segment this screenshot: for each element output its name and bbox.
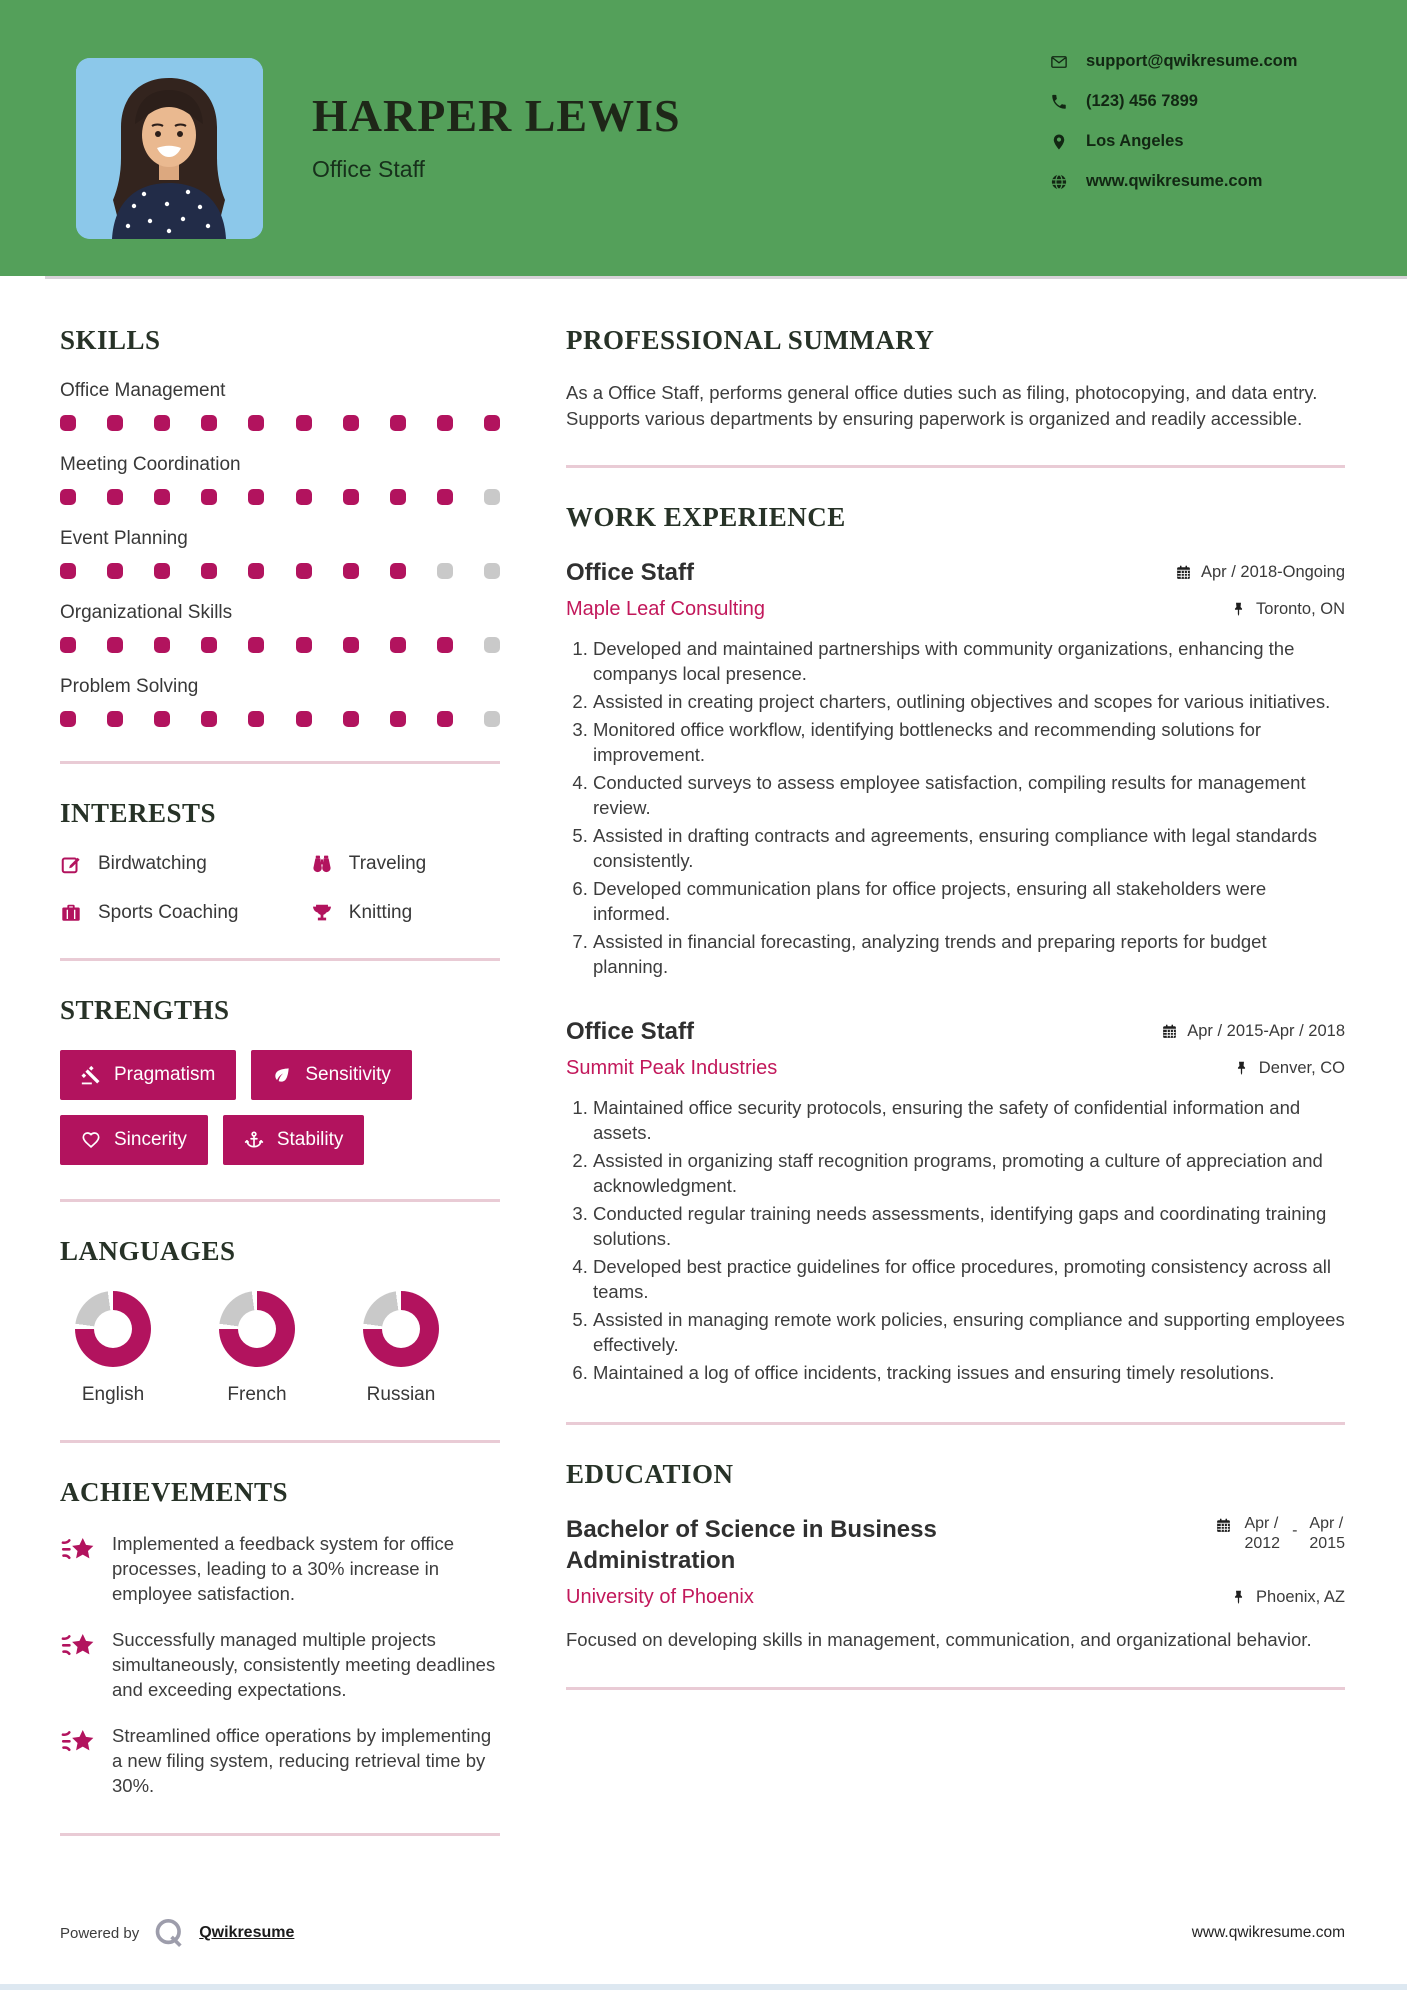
strength-label: Sincerity: [114, 1129, 187, 1150]
section-divider: [60, 1199, 500, 1202]
skill-dot-filled: [107, 415, 123, 431]
calendar-icon: [1161, 1023, 1178, 1040]
skill-dot-empty: [484, 563, 500, 579]
job-company: Summit Peak Industries: [566, 1057, 778, 1079]
skill-dot-filled: [107, 637, 123, 653]
skill-dot-filled: [248, 489, 264, 505]
interest-label: Knitting: [348, 902, 413, 923]
skill-dot-filled: [201, 489, 217, 505]
achievement-text: Successfully managed multiple projects simultaneously, consistently meeting deadlines and exceeding expectations.: [112, 1628, 496, 1700]
contact-website-text: www.qwikresume.com: [1086, 172, 1263, 190]
job-title: Office Staff: [566, 1017, 695, 1045]
skill-level-dots: [60, 711, 500, 727]
skill-dot-filled: [60, 637, 76, 653]
job-bullet: 7. Assisted in financial forecasting, analyzing trends and preparing reports for budget planning.: [593, 930, 1345, 980]
strengths-heading: STRENGTHS: [60, 995, 230, 1025]
skill-dot-filled: [60, 415, 76, 431]
skill-dot-filled: [201, 637, 217, 653]
job-location: [1230, 600, 1345, 619]
section-divider: [60, 761, 500, 764]
skill-dot-empty: [484, 711, 500, 727]
job-date-text: Apr / 2018-Ongoing: [1200, 563, 1345, 582]
interest-label: Birdwatching: [98, 853, 207, 874]
skill-dot-filled: [437, 637, 453, 653]
skill-dot-filled: [343, 415, 359, 431]
skill-dot-filled: [343, 563, 359, 579]
skill-dot-empty: [484, 637, 500, 653]
contact-location: [1050, 132, 1297, 151]
qwikresume-logo-icon: [152, 1916, 186, 1950]
skill-level-dots: [60, 563, 500, 579]
skill-dot-filled: [154, 637, 170, 653]
calendar-icon: [1215, 1517, 1232, 1534]
education-dates: [1215, 1514, 1345, 1554]
strength-label: Pragmatism: [114, 1064, 216, 1085]
section-work-experience: [566, 502, 1345, 1386]
contact-phone-text: (123) 456 7899: [1086, 92, 1198, 110]
language-item: [348, 1291, 454, 1406]
job-entry: [566, 1016, 1345, 1386]
section-interests: [60, 798, 500, 924]
interest-item: [311, 853, 500, 875]
education-school: University of Phoenix: [566, 1586, 754, 1609]
education-heading: EDUCATION: [566, 1458, 734, 1489]
section-divider: [566, 1422, 1345, 1425]
interest-item: [60, 853, 311, 875]
education-degree: Bachelor of Science in Business Administration: [566, 1515, 937, 1574]
skill-dot-empty: [484, 489, 500, 505]
skill-dot-filled: [296, 637, 312, 653]
skill-dot-filled: [201, 711, 217, 727]
contact-list: [1050, 52, 1297, 191]
interest-label: Traveling: [348, 853, 427, 874]
skill-dot-filled: [343, 489, 359, 505]
summary-heading: PROFESSIONAL SUMMARY: [566, 325, 935, 355]
envelope-icon: [1050, 53, 1068, 71]
skill-label: Event Planning: [60, 528, 188, 549]
contact-location-text: Los Angeles: [1086, 132, 1184, 150]
job-title: Office Staff: [566, 559, 695, 587]
skill-dot-filled: [248, 637, 264, 653]
trophy-icon: [311, 902, 333, 924]
job-location-text: Denver, CO: [1258, 1059, 1345, 1077]
job-bullet: 6. Maintained a log of office incidents, tracking issues and ensuring timely resolutions.: [593, 1361, 1345, 1386]
section-divider: [60, 1440, 500, 1443]
shooting-star-icon: [60, 1725, 97, 1759]
skill-dot-filled: [60, 489, 76, 505]
job-location-text: Toronto, ON: [1256, 600, 1345, 619]
thumbtack-icon: [1230, 1589, 1247, 1606]
heart-icon: [81, 1130, 101, 1150]
skill-row: [60, 380, 500, 431]
skill-dot-filled: [390, 711, 406, 727]
shooting-star-icon: [60, 1629, 97, 1663]
work-heading: WORK EXPERIENCE: [566, 502, 846, 533]
job-entry: [566, 557, 1345, 980]
interests-grid: [60, 853, 500, 924]
leaf-icon: [272, 1065, 292, 1085]
footer: [0, 1890, 1407, 1984]
powered-by: [60, 1916, 294, 1950]
skill-dot-filled: [154, 489, 170, 505]
interest-item: [60, 902, 311, 924]
job-bullet: 3. Monitored office workflow, identifying bottlenecks and recommending solutions for improvement.: [593, 718, 1345, 768]
strengths-list: [60, 1050, 500, 1165]
interests-heading: INTERESTS: [60, 798, 217, 828]
strength-label: Stability: [276, 1129, 344, 1150]
strength-badge: [60, 1050, 236, 1100]
skill-dot-filled: [390, 415, 406, 431]
job-bullet: 5. Assisted in managing remote work policies, ensuring compliance and supporting employees effectively.: [593, 1308, 1345, 1358]
education-date-end: Apr / 2015: [1309, 1514, 1345, 1552]
job-bullet: 1. Developed and maintained partnerships with community organizations, enhancing the companys local presence.: [593, 637, 1345, 687]
language-donut-chart: [75, 1291, 151, 1367]
section-skills: [60, 325, 500, 727]
skill-level-dots: [60, 637, 500, 653]
education-date-start: Apr / 2012: [1244, 1514, 1281, 1552]
job-date: [1175, 563, 1345, 582]
main-column: [566, 325, 1345, 1724]
person-portrait-illustration: [76, 58, 263, 239]
page-bottom-strip: [0, 1984, 1407, 1990]
skill-level-dots: [60, 415, 500, 431]
skill-dot-filled: [484, 415, 500, 431]
shooting-star-icon: [60, 1533, 97, 1567]
skill-dot-filled: [437, 415, 453, 431]
job-bullet: 3. Conducted regular training needs assessments, identifying gaps and coordinating training solutions.: [593, 1202, 1345, 1252]
job-bullet: 6. Developed communication plans for office projects, ensuring all stakeholders were informed.: [593, 877, 1345, 927]
interest-label: Sports Coaching: [98, 902, 239, 923]
calendar-icon: [1175, 564, 1192, 581]
language-label: Russian: [366, 1384, 436, 1405]
strength-badge: [251, 1050, 412, 1100]
interest-item: [311, 902, 500, 924]
achievements-heading: ACHIEVEMENTS: [60, 1477, 289, 1507]
achievement-item: [60, 1628, 500, 1703]
languages-list: [60, 1291, 500, 1406]
job-location: [1233, 1059, 1345, 1078]
gavel-icon: [81, 1065, 101, 1085]
language-label: English: [81, 1384, 145, 1405]
strength-label: Sensitivity: [305, 1064, 391, 1085]
skill-row: [60, 528, 500, 579]
thumbtack-icon: [1233, 1060, 1250, 1077]
map-marker-icon: [1050, 133, 1068, 151]
candidate-job-title: Office Staff: [312, 156, 425, 183]
profile-photo: [76, 58, 263, 239]
job-bullet: 4. Conducted surveys to assess employee satisfaction, compiling results for management review.: [593, 771, 1345, 821]
skill-dot-filled: [343, 637, 359, 653]
skill-label: Organizational Skills: [60, 602, 233, 623]
skill-dot-filled: [248, 711, 264, 727]
skill-label: Meeting Coordination: [60, 454, 241, 475]
job-bullet: 4. Developed best practice guidelines for office procedures, promoting consistency across all teams.: [593, 1255, 1345, 1305]
phone-icon: [1050, 93, 1068, 111]
identity-block: [312, 92, 681, 183]
education-date-separator: -: [1292, 1521, 1298, 1539]
job-bullet: 5. Assisted in drafting contracts and agreements, ensuring compliance with legal standards consistently.: [593, 824, 1345, 874]
skill-dot-filled: [107, 489, 123, 505]
skill-dot-filled: [107, 711, 123, 727]
education-location: [1230, 1588, 1345, 1607]
section-divider: [566, 1687, 1345, 1690]
language-label: French: [227, 1384, 287, 1405]
skill-row: [60, 454, 500, 505]
contact-email[interactable]: [1050, 52, 1297, 71]
contact-phone: [1050, 92, 1297, 111]
education-location-text: Phoenix, AZ: [1256, 1588, 1345, 1607]
anchor-icon: [244, 1130, 264, 1150]
globe-icon: [1050, 173, 1068, 191]
skill-dot-filled: [437, 489, 453, 505]
skill-dot-filled: [154, 711, 170, 727]
sidebar: [60, 325, 500, 1870]
skill-dot-filled: [437, 711, 453, 727]
skill-row: [60, 676, 500, 727]
skill-dot-filled: [296, 711, 312, 727]
achievement-item: [60, 1724, 500, 1799]
summary-text: As a Office Staff, performs general office duties such as filing, photocopying, and data entry. Supports various departments by ensuring paperwork is organized and readily accessible.: [566, 382, 1318, 429]
language-item: [204, 1291, 310, 1406]
section-summary: [566, 325, 1345, 431]
languages-heading: LANGUAGES: [60, 1236, 236, 1266]
skill-dot-filled: [107, 563, 123, 579]
section-divider: [566, 465, 1345, 468]
section-strengths: [60, 995, 500, 1165]
section-divider: [60, 1833, 500, 1836]
job-date: [1161, 1022, 1345, 1041]
skill-dot-filled: [248, 563, 264, 579]
skill-dot-filled: [154, 563, 170, 579]
skill-dot-filled: [248, 415, 264, 431]
content: [0, 279, 1407, 1890]
candidate-name: HARPER LEWIS: [312, 90, 681, 141]
skill-dot-filled: [60, 563, 76, 579]
skill-dot-filled: [390, 489, 406, 505]
section-education: [566, 1459, 1345, 1653]
skill-dot-filled: [296, 563, 312, 579]
qwikresume-link[interactable]: Qwikresume: [199, 1924, 295, 1941]
skill-dot-filled: [296, 489, 312, 505]
skills-heading: SKILLS: [60, 325, 161, 355]
skill-level-dots: [60, 489, 500, 505]
language-donut-chart: [219, 1291, 295, 1367]
language-donut-chart: [363, 1291, 439, 1367]
job-date-text: Apr / 2015-Apr / 2018: [1187, 1021, 1345, 1040]
job-bullet: 2. Assisted in creating project charters, outlining objectives and scopes for various initiatives.: [593, 690, 1345, 715]
job-bullets: [566, 637, 1345, 980]
thumbtack-icon: [1230, 601, 1247, 618]
education-description: Focused on developing skills in management, communication, and organizational behavior.: [566, 1629, 1312, 1651]
skill-dot-filled: [390, 563, 406, 579]
achievement-text: Streamlined office operations by implementing a new filing system, reducing retrieval time by 30%.: [112, 1724, 492, 1796]
section-languages: [60, 1236, 500, 1406]
contact-email-text: support@qwikresume.com: [1086, 52, 1298, 70]
header: [0, 0, 1407, 276]
skill-row: [60, 602, 500, 653]
job-bullet: 1. Maintained office security protocols, ensuring the safety of confidential information and assets.: [593, 1096, 1345, 1146]
contact-website[interactable]: [1050, 172, 1297, 191]
footer-site-url: www.qwikresume.com: [1191, 1924, 1345, 1941]
language-item: [60, 1291, 166, 1406]
skill-dot-filled: [201, 415, 217, 431]
skill-dot-filled: [390, 637, 406, 653]
section-achievements: [60, 1477, 500, 1799]
section-divider: [60, 958, 500, 961]
job-company: Maple Leaf Consulting: [566, 598, 766, 621]
skill-dot-filled: [154, 415, 170, 431]
skill-dot-filled: [296, 415, 312, 431]
job-bullet: 2. Assisted in organizing staff recognition programs, promoting a culture of appreciation and acknowledgment.: [593, 1149, 1345, 1199]
skill-dot-empty: [437, 563, 453, 579]
strength-badge: [60, 1115, 208, 1165]
job-bullets: [566, 1096, 1345, 1386]
pen-square-icon: [60, 853, 82, 875]
achievement-text: Implemented a feedback system for office processes, leading to a 30% increase in employee satisfaction.: [112, 1533, 455, 1604]
strength-badge: [223, 1115, 365, 1165]
achievement-item: [60, 1532, 500, 1607]
skill-label: Problem Solving: [60, 676, 199, 697]
skill-label: Office Management: [60, 380, 226, 401]
powered-by-label: Powered by: [60, 1924, 140, 1942]
skill-dot-filled: [343, 711, 359, 727]
briefcase-icon: [60, 902, 82, 924]
skill-dot-filled: [60, 711, 76, 727]
skill-dot-filled: [201, 563, 217, 579]
binoculars-icon: [311, 853, 333, 875]
